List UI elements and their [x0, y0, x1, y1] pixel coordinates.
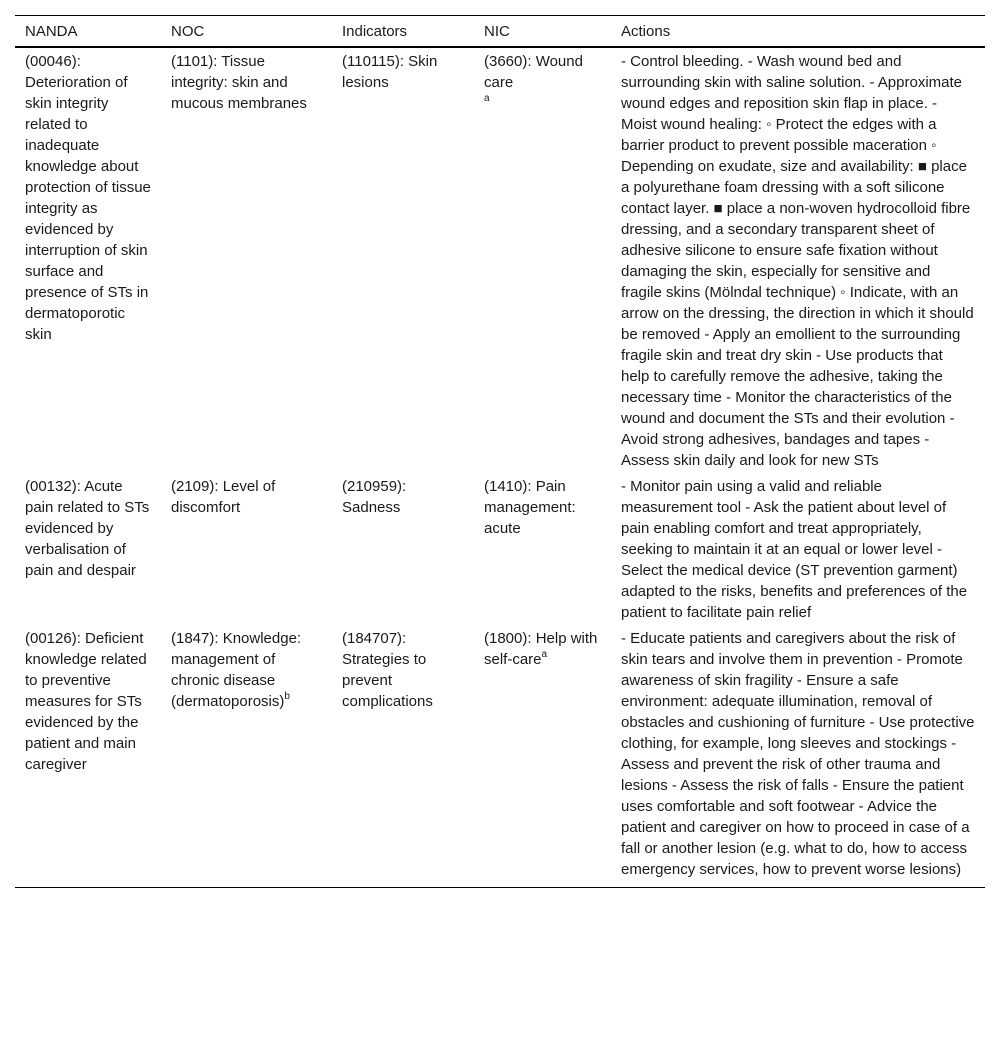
header-actions: Actions [611, 16, 985, 48]
noc-footnote-mark: b [284, 691, 290, 702]
header-indicators: Indicators [332, 16, 474, 48]
nic-text: (3660): Wound care [484, 53, 583, 91]
cell-noc [161, 625, 332, 888]
cell-actions: - Control bleeding. - Wash wound bed and surrounding skin with saline solution. - Approximate wound edges and reposition skin flap in place. - Moist wound healing: ◦ Protect the edges with a barrier product to prevent possible maceration ◦ Depending on exudate, size and availability: ■ place a polyurethane foam dressing with a soft silicone contact layer. ■ place a non-woven hydrocolloid fibre dressing, and a secondary transparent sheet of adhesive silicone to ensure safe fixation without damaging the skin, especially for sensitive and fragile skins (Mölndal technique) ◦ Indicate, with an arrow on the dressing, the direction in which it should be removed - Apply an emollient to the surrounding fragile skin and treat dry skin - Use products that help to carefully remove the adhesive, taking the necessary time - Monitor the characteristics of the wound and document the STs and their evolution - Avoid strong adhesives, bandages and tapes - Assess skin daily and look for new STs [621, 53, 974, 469]
nursing-care-plan-table [15, 15, 985, 888]
header-nic: NIC [474, 16, 611, 48]
header-noc: NOC [161, 16, 332, 48]
noc-text: (2109): Level of discomfort [171, 478, 276, 516]
cell-nanda: (00046): Deterioration of skin integrity related to inadequate knowledge about protection of tissue integrity as evidenced by interruption of skin surface and presence of STs in dermatoporotic skin [25, 53, 151, 343]
nic-text: (1410): Pain management: acute [484, 478, 576, 537]
table-row [15, 473, 985, 625]
cell-nanda: (00126): Deficient knowledge related to preventive measures for STs evidenced by the patient and main caregiver [15, 625, 161, 888]
cell-indicators: (184707): Strategies to prevent complications [332, 625, 474, 888]
table-row [15, 625, 985, 888]
cell-noc [161, 47, 332, 473]
nic-text: (1800): Help with self-care [484, 630, 598, 668]
cell-indicators: (210959): Sadness [342, 478, 407, 516]
cell-indicators: (110115): Skin lesions [342, 53, 438, 91]
nic-footnote-mark: a [484, 93, 490, 104]
noc-text: (1847): Knowledge: management of chronic disease (dermatoporosis) [171, 630, 302, 710]
nursing-care-plan-table-container [15, 15, 985, 888]
nic-footnote-mark: a [541, 649, 548, 660]
cell-nic [474, 473, 611, 625]
cell-nic [474, 625, 611, 888]
cell-noc [161, 473, 332, 625]
header-nanda: NANDA [15, 16, 161, 48]
cell-nic [474, 47, 611, 473]
cell-actions: - Educate patients and caregivers about the risk of skin tears and involve them in prevention - Promote awareness of skin fragility - Ensure a safe environment: adequate illumination, removal of obstacles and cushioning of furniture - Use protective clothing, for example, long sleeves and stockings - Assess and prevent the risk of other trauma and lesions - Assess the risk of falls - Ensure the patient uses comfortable and soft footwear - Advice the patient and caregiver on how to proceed in case of a fall or another lesion (e.g. what to do, how to access emergency services, how to prevent worse lesions) [611, 625, 985, 888]
table-header-row [15, 16, 985, 48]
cell-nanda: (00132): Acute pain related to STs evidenced by verbalisation of pain and despair [25, 478, 150, 579]
cell-actions: - Monitor pain using a valid and reliable measurement tool - Ask the patient about level of pain enabling comfort and treat appropriately, seeking to maintain it at an equal or lower level - Select the medical device (ST prevention garment) adapted to the risks, benefits and preferences of the patient to facilitate pain relief [621, 478, 968, 621]
table-row [15, 47, 985, 473]
noc-text: (1101): Tissue integrity: skin and mucous membranes [171, 53, 307, 112]
